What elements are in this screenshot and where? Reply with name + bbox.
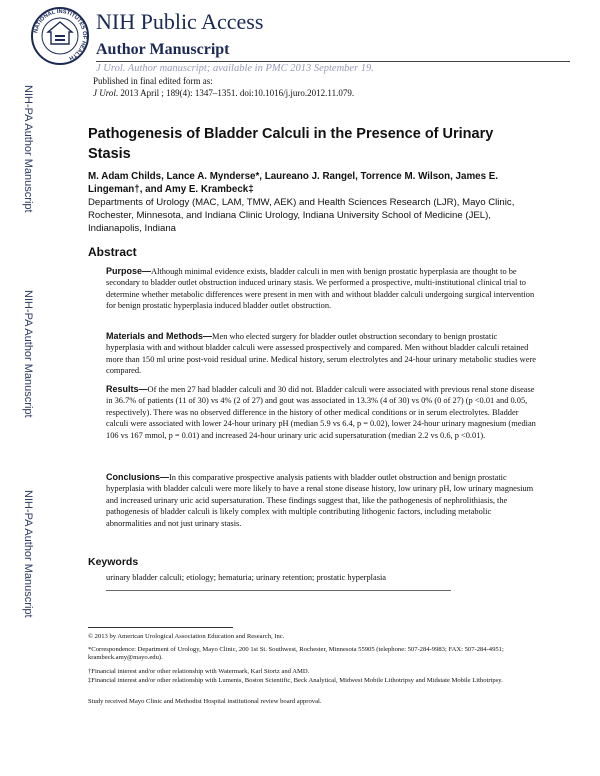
results-label: Results— <box>106 384 148 394</box>
abstract-conclusions <box>106 472 536 529</box>
abstract-purpose <box>106 266 536 312</box>
results-text: Of the men 27 had bladder calculi and 30 did not. Bladder calculi were associated with previous renal stone disease in 36.7% of patients (11 of 30) vs 4% (2 of 27) and gout was associated in 13.3% (4 of 30) vs 0% (0 of 27) (p <0.01 and 0.05, respectively). There was no observed difference in the history of other medical conditions or in serum electrolytes. Bladder calculi were associated with lower 24-hour urinary pH (median 5.9 vs 6.4, p = 0.02), lower 24-hour urinary magnesium (median 106 vs 167 mmol, p = 0.01) and increased 24-hour urinary uric acid supersaturation (median 2.2 vs 0.6, p <0.01). <box>106 385 536 440</box>
side-label-1: NIH-PA Author Manuscript <box>22 85 34 213</box>
side-label-2: NIH-PA Author Manuscript <box>22 290 34 418</box>
citation-line <box>93 87 354 99</box>
purpose-label: Purpose— <box>106 266 152 276</box>
journal-name: J Urol <box>93 88 116 98</box>
svg-text:NATIONAL INSTITUTES OF HEALTH: NATIONAL INSTITUTES OF HEALTH <box>33 8 88 61</box>
author-list: M. Adam Childs, Lance A. Mynderse*, Laureano J. Rangel, Torrence M. Wilson, James E. Lingeman†, and Amy E. Krambeck‡ <box>88 171 499 195</box>
abstract-methods <box>106 331 536 377</box>
methods-label: Materials and Methods— <box>106 331 213 341</box>
methods-text: Men who elected surgery for bladder outlet obstruction secondary to benign prostatic hyperplasia with and without bladder calculi were assessed prospectively and compared. Men without bladder calculi retained more than 150 ml urine post-void residual urine. Medical history, serum electrolytes and 24-hour urinary metabolic studies were compared. <box>106 332 536 376</box>
affiliations: Departments of Urology (MAC, LAM, TMW, AEK) and Health Sciences Research (LJR), Mayo Clinic, Rochester, Minnesota, and Indiana Clinic Urology, Indiana University School of Medicine (JEL), Indianapolis, Indiana <box>88 197 515 234</box>
published-line: Published in final edited form as: <box>93 76 213 86</box>
footnote-dagger: †Financial interest and/or other relationship with Watermark, Karl Stortz and AMD. <box>88 668 310 675</box>
nih-public-access-title: NIH Public Access <box>96 9 264 34</box>
header-divider <box>96 61 570 62</box>
footnote-divider <box>88 627 233 628</box>
footnote-copyright: © 2013 by American Urological Association Education and Research, Inc. <box>88 633 285 640</box>
author-manuscript-label: Author Manuscript <box>96 41 230 58</box>
article-title: Pathogenesis of Bladder Calculi in the Presence of Urinary Stasis <box>88 126 494 162</box>
keywords-list: urinary bladder calculi; etiology; hematuria; urinary retention; prostatic hyperplasia <box>106 573 386 582</box>
footnote-study: Study received Mayo Clinic and Methodist Hospital institutional review board approval. <box>88 698 322 705</box>
abstract-results <box>106 384 536 441</box>
publication-info <box>93 75 354 99</box>
keywords-heading: Keywords <box>88 556 139 568</box>
nih-header <box>30 6 570 76</box>
conclusions-label: Conclusions— <box>106 472 170 482</box>
abstract-heading: Abstract <box>88 245 137 259</box>
side-label-3: NIH-PA Author Manuscript <box>22 490 34 618</box>
nih-logo-icon <box>30 6 90 66</box>
footnote-correspondence: *Correspondence: Department of Urology, Mayo Clinic, 200 1st St. Southwest, Rochester, Minnesota 55905 (telephone: 507-284-9983; FAX: 507-284-4951; krambeck.amy@mayo.edu). <box>88 646 504 662</box>
citation-details: . 2013 April ; 189(4): 1347–1351. doi:10.1016/j.juro.2012.11.079. <box>115 88 355 98</box>
keywords-divider <box>106 590 451 591</box>
conclusions-text: In this comparative prospective analysis patients with bladder outlet obstruction and benign prostatic hyperplasia with bladder calculi were more likely to have a renal stone disease history, low urinary pH, low urinary magnesium and increased urinary uric acid supersaturation. These findings suggest that, like the pathogenesis of nephrolithiasis, the pathogenesis of bladder calculi is likely complex with multiple contributing lithogenic factors, including metabolic abnormalities and not just urinary stasis. <box>106 473 534 528</box>
pmc-availability-note: J Urol. Author manuscript; available in PMC 2013 September 19. <box>96 63 374 74</box>
purpose-text: Although minimal evidence exists, bladder calculi in men with benign prostatic hyperplasia are thought to be secondary to bladder outlet obstruction induced urinary stasis. We performed a prospective, multi-institutional clinical trial to determine whether metabolic differences were present in men with and without bladder calculi undergoing surgical intervention for benign prostatic hyperplasia induced bladder outlet obstruction. <box>106 267 535 311</box>
footnote-double-dagger: ‡Financial interest and/or other relationship with Lumenis, Boston Scientific, Beck Analytical, Midwest Mobile Lithotripsy and Midstate Mobile Lithotripsy. <box>88 677 503 684</box>
